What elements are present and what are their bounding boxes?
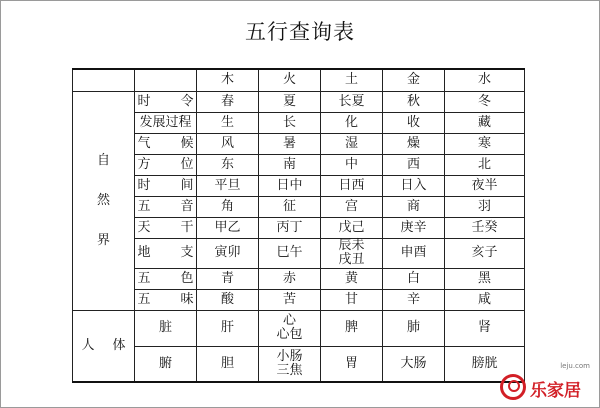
watermark-site: leju.com (560, 362, 590, 370)
table-cell: 日西 (321, 175, 383, 196)
wuxing-table (72, 68, 525, 383)
table-cell: 巳午 (259, 238, 321, 268)
human-row (73, 310, 525, 346)
table-cell: 夜半 (445, 175, 525, 196)
row-label-char: 气 (137, 135, 151, 151)
row-label-char: 味 (180, 291, 194, 307)
row-label-char: 支 (180, 245, 194, 260)
table-cell: 南 (259, 154, 321, 175)
row-label-char: 五 (137, 270, 151, 286)
table-cell: 商 (383, 196, 445, 217)
table-cell: 冬 (445, 91, 525, 112)
table-cell: 东 (197, 154, 259, 175)
nature-row (73, 175, 525, 196)
table-cell: 胃 (321, 346, 383, 382)
table-cell: 丙丁 (259, 217, 321, 238)
row-label (135, 217, 197, 238)
table-body (73, 69, 525, 382)
table-cell: 北 (445, 154, 525, 175)
row-label (135, 196, 197, 217)
table-cell: 长 (259, 112, 321, 133)
table-cell: 春 (197, 91, 259, 112)
table-cell: 征 (259, 196, 321, 217)
header-cell: 土 (321, 69, 383, 91)
group-char: 人 (81, 337, 95, 353)
table-cell: 日中 (259, 175, 321, 196)
row-label-char: 间 (180, 177, 194, 193)
table-cell: 黄 (321, 268, 383, 289)
table-cell: 暑 (259, 133, 321, 154)
nature-row (73, 196, 525, 217)
table-cell: 羽 (445, 196, 525, 217)
table-cell: 黑 (445, 268, 525, 289)
row-label-char: 色 (180, 270, 194, 286)
header-blank (135, 69, 197, 91)
header-blank (73, 69, 135, 91)
table-cell: 夏 (259, 91, 321, 112)
nature-row (73, 91, 525, 112)
nature-row (73, 112, 525, 133)
table-cell: 脾 (321, 310, 383, 346)
table-cell: 壬癸 (445, 217, 525, 238)
table-cell-line: 心 (282, 313, 296, 328)
watermark-brand: 乐家居 (530, 381, 581, 401)
table-cell: 宫 (321, 196, 383, 217)
table-cell-line: 心包 (276, 327, 303, 342)
row-label-char: 时 (137, 177, 151, 193)
row-label (135, 268, 197, 289)
table-cell: 西 (383, 154, 445, 175)
table-cell: 大肠 (383, 346, 445, 382)
table-cell: 庚辛 (383, 217, 445, 238)
group-char: 自 (96, 152, 110, 168)
human-row (73, 346, 525, 382)
row-label: 发展过程 (135, 112, 197, 133)
table-cell (259, 310, 321, 346)
table-cell: 风 (197, 133, 259, 154)
row-label (135, 175, 197, 196)
row-label: 脏 (135, 310, 197, 346)
group-char: 然 (96, 192, 110, 208)
group-char: 界 (96, 232, 110, 248)
table-cell: 肾 (445, 310, 525, 346)
header-row (73, 69, 525, 91)
row-label: 腑 (135, 346, 197, 382)
nature-row (73, 238, 525, 268)
table-cell: 生 (197, 112, 259, 133)
table-cell: 寅卯 (197, 238, 259, 268)
table-cell (321, 238, 383, 268)
row-label (135, 133, 197, 154)
nature-group-label (73, 91, 135, 310)
table-cell: 中 (321, 154, 383, 175)
header-cell: 火 (259, 69, 321, 91)
row-label-char: 位 (180, 156, 194, 172)
table-cell: 秋 (383, 91, 445, 112)
row-label (135, 289, 197, 310)
row-label-char: 五 (137, 198, 151, 214)
table-cell: 白 (383, 268, 445, 289)
table-cell-line: 三焦 (276, 362, 303, 378)
row-label-char: 五 (137, 291, 151, 307)
header-cell: 水 (445, 69, 525, 91)
row-label (135, 154, 197, 175)
table-cell: 藏 (445, 112, 525, 133)
logo-inner-ring-icon (508, 380, 520, 392)
table-cell: 膀胱 (445, 346, 525, 382)
table-cell: 亥子 (445, 238, 525, 268)
row-label-char: 令 (180, 93, 194, 109)
table-cell: 收 (383, 112, 445, 133)
table-cell: 化 (321, 112, 383, 133)
table-cell: 咸 (445, 289, 525, 310)
row-label-char: 候 (180, 135, 194, 151)
row-label-char: 干 (180, 219, 194, 235)
nature-row (73, 289, 525, 310)
table-cell: 辛 (383, 289, 445, 310)
row-label-char: 地 (137, 245, 151, 260)
table-cell: 申酉 (383, 238, 445, 268)
table-cell: 平旦 (197, 175, 259, 196)
table-cell: 苦 (259, 289, 321, 310)
row-label-char: 音 (180, 198, 194, 214)
table-cell: 甘 (321, 289, 383, 310)
table-cell: 湿 (321, 133, 383, 154)
table-cell: 胆 (197, 346, 259, 382)
table-cell: 肝 (197, 310, 259, 346)
nature-row (73, 268, 525, 289)
table-cell: 酸 (197, 289, 259, 310)
table-cell: 长夏 (321, 91, 383, 112)
nature-row (73, 154, 525, 175)
table-cell: 角 (197, 196, 259, 217)
table-cell: 戊己 (321, 217, 383, 238)
table-cell: 日入 (383, 175, 445, 196)
header-cell: 木 (197, 69, 259, 91)
table-cell: 肺 (383, 310, 445, 346)
nature-row (73, 133, 525, 154)
human-group-label (73, 310, 135, 382)
table-cell: 赤 (259, 268, 321, 289)
row-label-char: 方 (137, 156, 151, 172)
table-cell: 甲乙 (197, 217, 259, 238)
nature-row (73, 217, 525, 238)
page-title: 五行查询表 (245, 20, 355, 44)
row-label-char: 时 (137, 93, 151, 109)
header-cell: 金 (383, 69, 445, 91)
row-label (135, 238, 197, 268)
table-cell-line: 辰未 (338, 238, 365, 253)
table-cell: 燥 (383, 133, 445, 154)
table-cell (259, 346, 321, 382)
table-cell: 青 (197, 268, 259, 289)
table-cell-line: 小肠 (276, 348, 303, 364)
watermark-logo (500, 362, 592, 402)
table-cell: 寒 (445, 133, 525, 154)
row-label-char: 天 (137, 219, 151, 235)
row-label (135, 91, 197, 112)
table-cell-line: 戌丑 (338, 252, 365, 267)
group-char: 体 (112, 337, 126, 353)
